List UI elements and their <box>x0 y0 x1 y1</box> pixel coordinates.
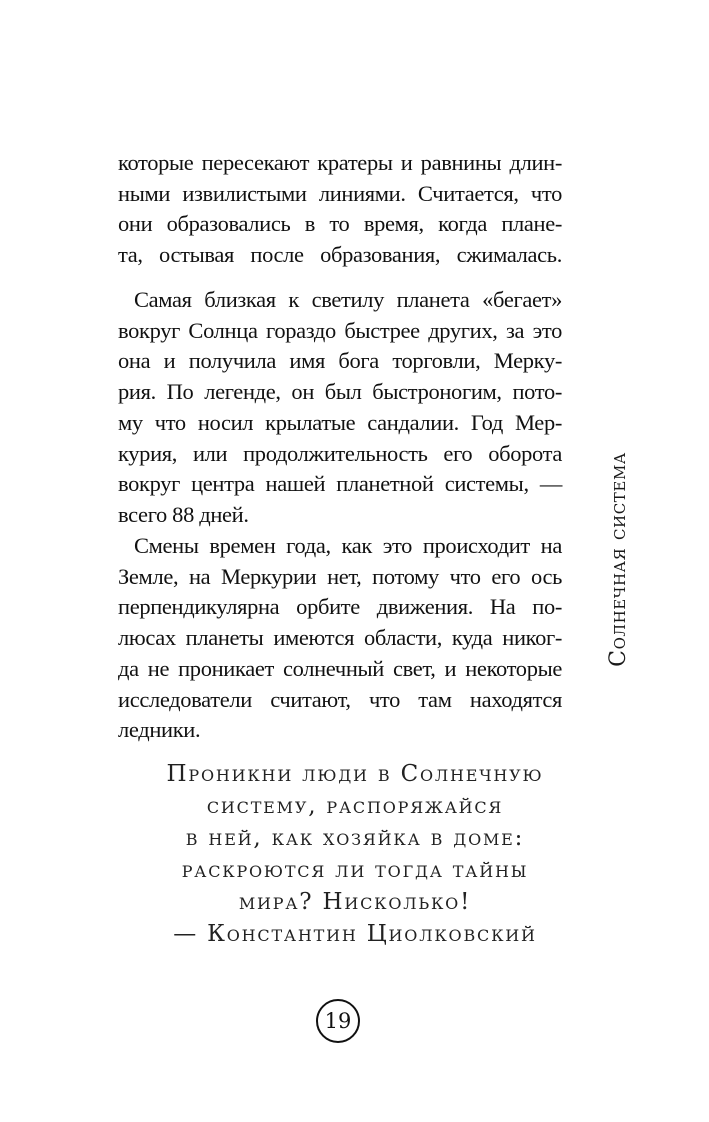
quote-line: раскроются ли тогда тайны <box>181 857 529 883</box>
quote-author: — Константин Циолковский <box>173 921 537 947</box>
running-title-text: Солнечная система <box>605 451 631 667</box>
quote-line: мира? Нисколько! <box>238 889 472 915</box>
text-line: люсах планеты имеются области, куда никог- <box>118 625 562 651</box>
text-line: вокруг центра нашей планетной системы, — <box>118 471 562 497</box>
text-line: ными извилистыми линиями. Считается, что <box>118 180 562 206</box>
page-number-badge <box>316 999 360 1043</box>
text-line: которые пересекают кратеры и равнины длин- <box>118 150 562 175</box>
text-line: Земле, на Меркурии нет, потому что его ось <box>118 563 562 589</box>
text-line: рия. По легенде, он был быстроногим, пото- <box>118 379 562 405</box>
running-title <box>598 448 638 670</box>
text-line: исследователи считают, что там находятся <box>118 686 562 712</box>
text-line: Самая близкая к светилу планета «бегает» <box>134 287 562 312</box>
text-line: перпендикулярна орбите движения. На по- <box>118 594 562 620</box>
text-line: та, остывая после образования, сжималась. <box>118 242 562 268</box>
text-line: курия, или продолжительность его оборота <box>118 440 562 466</box>
text-line: да не проникает солнечный свет, и некоторые <box>118 655 562 681</box>
text-line: вокруг Солнца гораздо быстрее других, за это <box>118 317 562 343</box>
quote-block <box>80 758 630 950</box>
quote-line: в ней, как хозяйка в доме: <box>185 825 525 851</box>
quote-line: Проникни люди в Солнечную <box>166 761 544 787</box>
quote-line: систему, распоряжайся <box>206 793 504 819</box>
paragraph-1 <box>118 148 562 271</box>
text-line: она и получила имя бога торговли, Мерку- <box>118 348 562 374</box>
page-number: 19 <box>324 1009 352 1033</box>
text-line: Смены времен года, как это происходит на <box>134 533 562 558</box>
paragraph-2 <box>118 285 562 531</box>
text-line: они образовались в то время, когда плане- <box>118 211 562 237</box>
text-line: всего 88 дней. <box>118 501 249 527</box>
text-line: ледники. <box>118 717 201 743</box>
paragraph-3 <box>118 531 562 746</box>
text-line: му что носил крылатые сандалии. Год Мер- <box>118 409 562 435</box>
